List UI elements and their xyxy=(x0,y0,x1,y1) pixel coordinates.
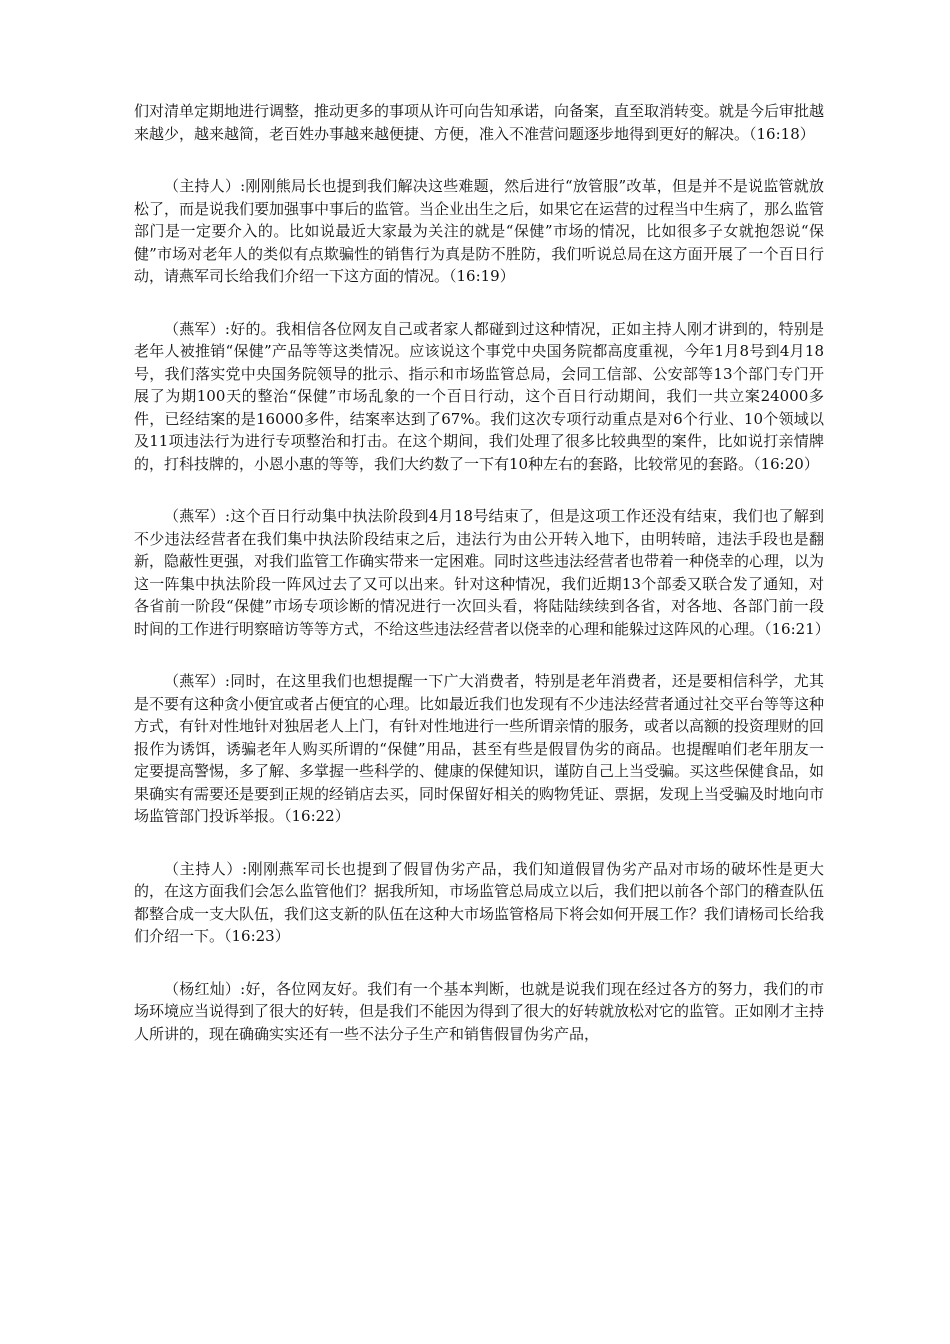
paragraph-continuation: 们对清单定期地进行调整，推动更多的事项从许可向告知承诺，向备案，直至取消转变。就是今后审批越来越少，越来越简，老百姓办事越来越便捷、方便，准入不准营问题逐步地得到更好的解决。（16:18） xyxy=(134,102,825,143)
paragraph-yanjun-followup: （燕军）:这个百日行动集中执法阶段到4月18号结束了，但是这项工作还没有结束，我们也了解到不少违法经营者在我们集中执法阶段结束之后，违法行为由公开转入地下，由明转暗，违法手段也是翻新，隐蔽性更强，对我们监管工作确实带来一定困难。同时这些违法经营者也带着一种侥幸的心理，以为这一阵集中执法阶段一阵风过去了又可以出来。针对这种情况，我们近期13个部委又联合发了通知，对各省前一阶段“保健”市场专项诊断的情况进行一次回头看，将陆陆续续到各省，对各地、各部门前一段时间的工作进行明察暗访等等方式，不给这些违法经营者以侥幸的心理和能躲过这阵风的心理。（16:21） xyxy=(134,507,830,638)
paragraph-yanghongcan-answer: （杨红灿）:好，各位网友好。我们有一个基本判断，也就是说我们现在经过各方的努力，我们的市场环境应当说得到了很大的好转，但是我们不能因为得到了很大的好转就放松对它的监管。正如刚才主持人所讲的，现在确确实实还有一些不法分子生产和销售假冒伪劣产品， xyxy=(134,979,825,1043)
paragraph-host-question-health-market: （主持人）:刚刚熊局长也提到我们解决这些难题，然后进行“放管服”改革，但是并不是说监管就放松了，而是说我们要加强事中事后的监管。当企业出生之后，如果它在运营的过程当中生病了，那么监管部门是一定要介入的。比如说最近大家最为关注的就是“保健”市场的情况，比如很多子女就抱怨说“保健”市场对老年人的类似有点欺骗性的销售行为真是防不胜防，我们听说总局在这方面开展了一个百日行动，请燕军司长给我们介绍一下这方面的情况。（16:19） xyxy=(134,177,825,285)
paragraph-yanjun-consumer-reminder: （燕军）:同时，在这里我们也想提醒一下广大消费者，特别是老年消费者，还是要相信科学，尤其是不要有这种贪小便宜或者占便宜的心理。比如最近我们也发现有不少违法经营者通过社交平台等等这种方式，有针对性地针对独居老人上门，有针对性地进行一些所谓亲情的服务，或者以高额的投资理财的回报作为诱饵，诱骗老年人购买所谓的“保健”用品，甚至有些是假冒伪劣的商品。也提醒咱们老年朋友一定要提高警惕，多了解、多掌握一些科学的、健康的保健知识，谨防自己上当受骗。买这些保健食品，如果确实有需要还是要到正规的经销店去买，同时保留好相关的购物凭证、票据，发现上当受骗及时地向市场监管部门投诉举报。（16:22） xyxy=(134,672,825,825)
paragraph-yanjun-hundred-day-action: （燕军）:好的。我相信各位网友自己或者家人都碰到过这种情况，正如主持人刚才讲到的，特别是老年人被推销“保健”产品等等这类情况。应该说这个事党中央国务院都高度重视，今年1月8号到4月18号，我们落实党中央国务院领导的批示、指示和市场监管总局，会同工信部、公安部等13个部门专门开展了为期100天的整治“保健”市场乱象的一个百日行动，这个百日行动期间，我们一共立案24000多件，已经结案的是16000多件，结案率达到了67%。我们这次专项行动重点是对6个行业、10个领域以及11项违法行为进行专项整治和打击。在这个期间，我们处理了很多比较典型的案件，比如说打亲情牌的，打科技牌的，小恩小惠的等等，我们大约数了一下有10种左右的套路，比较常见的套路。（16:20） xyxy=(134,319,824,473)
paragraph-host-question-counterfeit: （主持人）:刚刚燕军司长也提到了假冒伪劣产品，我们知道假冒伪劣产品对市场的破坏性是更大的，在这方面我们会怎么监管他们？据我所知，市场监管总局成立以后，我们把以前各个部门的稽查队伍都整合成一支大队伍，我们这支新的队伍在这种大市场监管格局下将会如何开展工作？我们请杨司长给我们介绍一下。（16:23） xyxy=(134,859,825,945)
transcript-body xyxy=(134,100,830,1045)
